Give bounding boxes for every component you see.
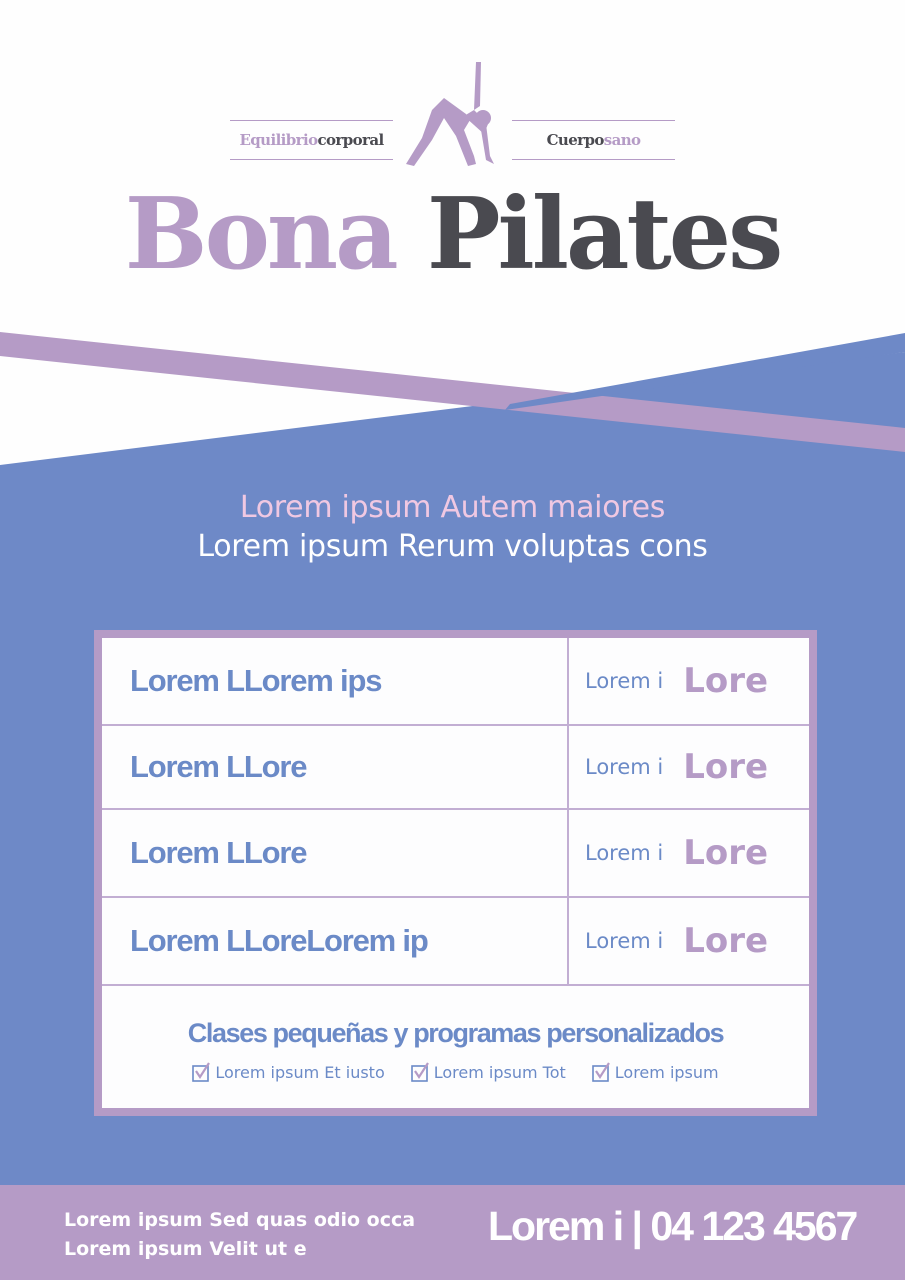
phone-number[interactable]: Lorem i | 04 123 4567 (488, 1203, 857, 1249)
title-word2: Pilates (426, 177, 781, 292)
checkbox-icon (592, 1062, 612, 1082)
row-big-text: Lore (683, 833, 769, 873)
row-label: Lorem LLorem ips (102, 638, 569, 724)
row-small-text: Lorem i (585, 841, 664, 865)
tagline-right-word2: sano (603, 131, 641, 149)
tagline-right-word1: Cuerpo (546, 131, 604, 149)
subtitle-line2: Lorem ipsum Rerum voluptas cons (197, 529, 708, 564)
row-label: Lorem LLore (102, 810, 569, 896)
page-title (0, 177, 905, 292)
title-word1: Bona (124, 177, 396, 292)
row-label: Lorem LLore (102, 726, 569, 808)
tagline-left (230, 120, 393, 160)
row-label: Lorem LLoreLorem ip (102, 898, 569, 984)
tagline-left-word2: corporal (317, 131, 384, 149)
subtitle-line1: Lorem ipsum Autem maiores (239, 490, 666, 525)
row-value (571, 898, 809, 984)
classes-title: Clases pequeñas y programas personalizados (187, 1018, 724, 1048)
row-small-text: Lorem i (585, 755, 664, 779)
table-row (102, 638, 809, 726)
table-row (102, 810, 809, 898)
checklist-item (411, 1062, 566, 1082)
checklist-item (592, 1062, 719, 1082)
schedule-card (94, 630, 817, 1116)
footer-line2: Lorem ipsum Velit ut e (64, 1238, 307, 1260)
feature-checklist (102, 1062, 809, 1082)
checklist-item (192, 1062, 384, 1082)
row-big-text: Lore (683, 661, 769, 701)
row-big-text: Lore (683, 921, 769, 961)
checklist-item-label: Lorem ipsum Tot (433, 1062, 566, 1082)
row-value (571, 638, 809, 724)
row-small-text: Lorem i (585, 929, 664, 953)
checklist-item-label: Lorem ipsum Et iusto (215, 1062, 385, 1082)
checkbox-icon (411, 1062, 431, 1082)
tagline-left-word1: Equilibrio (239, 131, 318, 149)
footer-line1: Lorem ipsum Sed quas odio occa (64, 1209, 416, 1231)
tagline-right (512, 120, 675, 160)
footer-bar (0, 1185, 905, 1280)
schedule-table (102, 638, 809, 1108)
checkbox-icon (192, 1062, 212, 1082)
row-value (571, 726, 809, 808)
yoga-figure-icon (404, 60, 500, 168)
row-small-text: Lorem i (585, 669, 664, 693)
row-value (571, 810, 809, 896)
table-row (102, 726, 809, 810)
table-row (102, 898, 809, 986)
row-big-text: Lore (683, 747, 769, 787)
checklist-item-label: Lorem ipsum (614, 1062, 719, 1082)
